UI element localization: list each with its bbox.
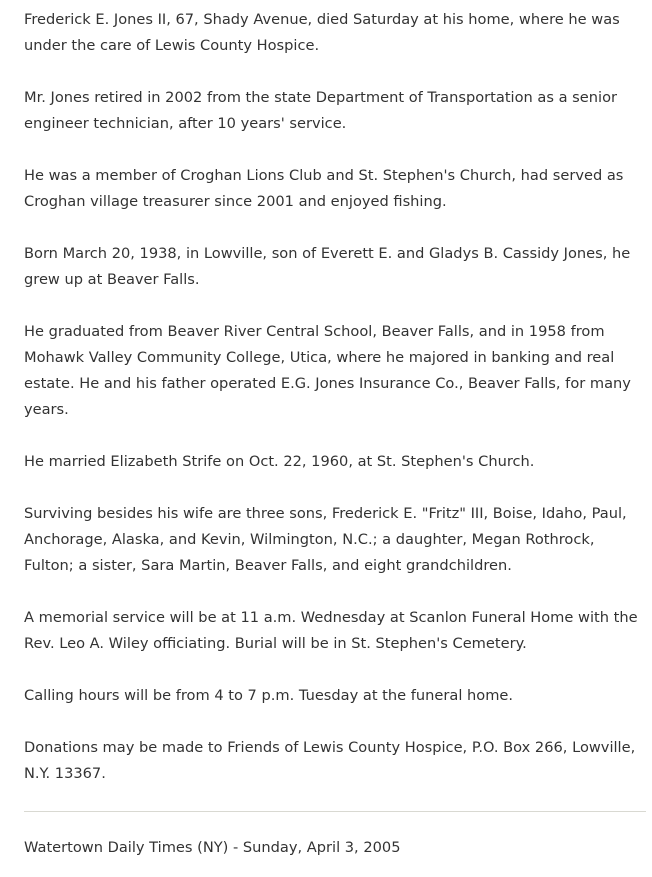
paragraph-survivors: Surviving besides his wife are three sons, Frederick E. "Fritz" III, Boise, Idaho, Paul, Anchorage, Alaska, and Kevin, Wilmington, N.C.; a daughter, Megan Rothrock, Fulton; a sister, Sara Martin, Beaver Falls, and eight grandchildren.	[24, 505, 627, 574]
paragraph-donations: Donations may be made to Friends of Lewis County Hospice, P.O. Box 266, Lowville, N.Y. 13367.	[24, 739, 636, 782]
paragraph-career: Mr. Jones retired in 2002 from the state Department of Transportation as a senior engineer technician, after 10 years' service.	[24, 89, 617, 132]
paragraph-marriage: He married Elizabeth Strife on Oct. 22, 1960, at St. Stephen's Church.	[24, 453, 535, 470]
paragraph-memorial-service: A memorial service will be at 11 a.m. Wednesday at Scanlon Funeral Home with the Rev. Leo A. Wiley officiating. Burial will be in St. Stephen's Cemetery.	[24, 609, 638, 652]
obituary-article	[24, 7, 646, 813]
paragraph-birth: Born March 20, 1938, in Lowville, son of Everett E. and Gladys B. Cassidy Jones, he grew up at Beaver Falls.	[24, 245, 631, 288]
source-citation: Watertown Daily Times (NY) - Sunday, April 3, 2005	[24, 839, 401, 856]
paragraph-education: He graduated from Beaver River Central School, Beaver Falls, and in 1958 from Mohawk Valley Community College, Utica, where he majored in banking and real estate. He and his father operated E.G. Jones Insurance Co., Beaver Falls, for many years.	[24, 323, 631, 418]
divider	[24, 811, 646, 812]
paragraph-calling-hours: Calling hours will be from 4 to 7 p.m. Tuesday at the funeral home.	[24, 687, 514, 704]
paragraph-memberships: He was a member of Croghan Lions Club and St. Stephen's Church, had served as Croghan village treasurer since 2001 and enjoyed fishing.	[24, 167, 624, 210]
paragraph-death-notice: Frederick E. Jones II, 67, Shady Avenue, died Saturday at his home, where he was under the care of Lewis County Hospice.	[24, 11, 620, 54]
